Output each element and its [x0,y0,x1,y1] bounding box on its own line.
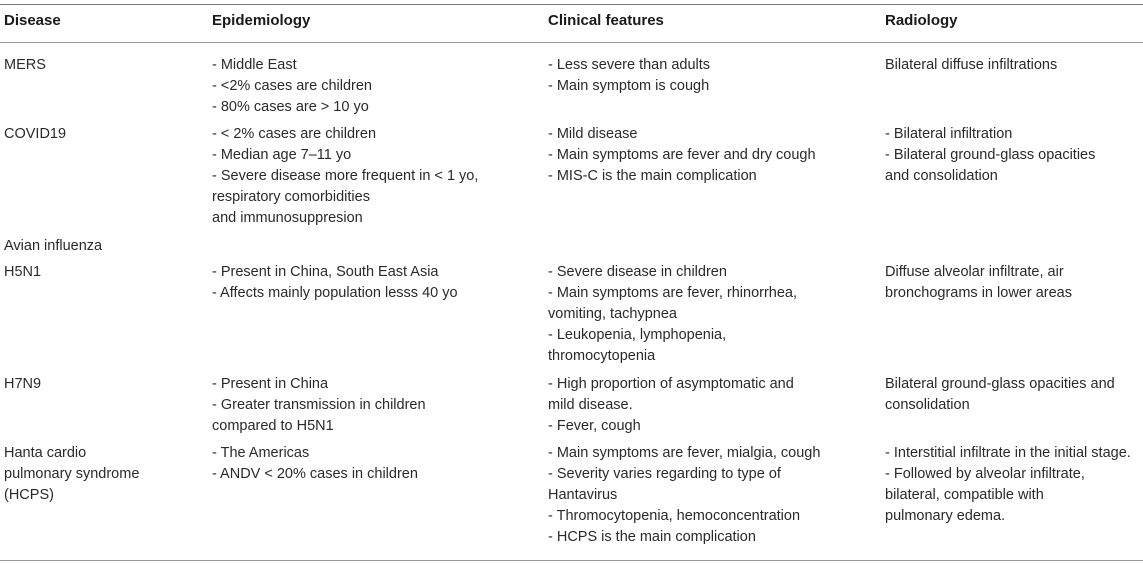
cell-line: thromocytopenia [548,348,656,364]
cell-line: - Less severe than adults [548,57,711,73]
header-rule [0,42,1143,43]
cell-line: COVID19 [4,126,67,142]
cell-epidemiology [212,55,372,118]
cell-line: and immunosuppresion [212,210,363,226]
cell-epidemiology [212,443,418,485]
cell-line: vomiting, tachypnea [548,306,677,322]
cell-line: - Greater transmission in children [212,397,426,413]
cell-line: - Bilateral ground-glass opacities [885,147,1096,163]
cell-line: - Severe disease more frequent in < 1 yo, [212,168,479,184]
cell-line: - Followed by alveolar infiltrate, [885,466,1085,482]
cell-line: - High proportion of asymptomatic and [548,376,794,392]
cell-line: - Middle East [212,57,297,73]
cell-line: - Main symptoms are fever and dry cough [548,147,816,163]
cell-line: - 80% cases are > 10 yo [212,99,369,115]
cell-line: - <2% cases are children [212,78,372,94]
cell-line: H7N9 [4,376,42,392]
cell-clinical [548,374,794,437]
cell-radiology [885,262,1072,304]
cell-line: mild disease. [548,397,633,413]
cell-line: - Leukopenia, lymphopenia, [548,327,727,343]
cell-line: - Affects mainly population lesss 40 yo [212,285,458,301]
cell-line: - Main symptoms are fever, rhinorrhea, [548,285,798,301]
cell-line: Diffuse alveolar infiltrate, air [885,264,1064,280]
cell-line: - Main symptom is cough [548,78,710,94]
cell-line: - Severe disease in children [548,264,727,280]
cell-line: Avian influenza [4,238,103,254]
cell-line: - MIS-C is the main complication [548,168,757,184]
cell-line: MERS [4,57,46,73]
cell-disease [4,124,66,145]
cell-line: - Present in China [212,376,329,392]
cell-line: H5N1 [4,264,42,280]
cell-clinical [548,443,820,548]
cell-clinical [548,55,710,97]
cell-epidemiology [212,374,426,437]
cell-line: (HCPS) [4,487,54,503]
cell-radiology [885,55,1057,76]
cell-radiology [885,374,1115,416]
cell-radiology [885,124,1095,187]
cell-line: - < 2% cases are children [212,126,377,142]
cell-epidemiology [212,262,458,304]
cell-line: pulmonary syndrome [4,466,140,482]
table-header [0,12,1143,34]
cell-line: and consolidation [885,168,998,184]
cell-disease [4,55,46,76]
cell-disease [4,374,41,395]
cell-disease [4,262,41,283]
cell-line: - Fever, cough [548,418,641,434]
cell-line: compared to H5N1 [212,418,334,434]
cell-line: bilateral, compatible with [885,487,1044,503]
bottom-rule [0,560,1143,561]
cell-line: pulmonary edema. [885,508,1006,524]
cell-clinical [548,262,797,367]
cell-line: respiratory comorbidities [212,189,370,205]
cell-line: - Main symptoms are fever, mialgia, cough [548,445,821,461]
cell-line: - Interstitial infiltrate in the initial stage. [885,445,1131,461]
cell-line: - Bilateral infiltration [885,126,1013,142]
cell-line: - Thromocytopenia, hemoconcentration [548,508,801,524]
cell-line: bronchograms in lower areas [885,285,1072,301]
cell-line: - ANDV < 20% cases in children [212,466,418,482]
cell-line: - Mild disease [548,126,638,142]
cell-line: - Median age 7–11 yo [212,147,352,163]
cell-clinical [548,124,816,187]
cell-radiology [885,443,1131,527]
top-rule [0,4,1143,5]
cell-line: Hanta cardio [4,445,87,461]
cell-disease [4,236,102,257]
cell-line: - HCPS is the main complication [548,529,756,545]
cell-line: - The Americas [212,445,310,461]
cell-epidemiology [212,124,478,229]
cell-disease [4,443,139,506]
header-clinical-features: Clinical features [548,12,664,29]
header-radiology: Radiology [885,12,958,29]
header-epidemiology: Epidemiology [212,12,311,29]
cell-line: consolidation [885,397,970,413]
cell-line: - Severity varies regarding to type of [548,466,781,482]
header-disease: Disease [4,12,61,29]
cell-line: - Present in China, South East Asia [212,264,439,280]
cell-line: Bilateral ground-glass opacities and [885,376,1115,392]
cell-line: Bilateral diffuse infiltrations [885,57,1058,73]
cell-line: Hantavirus [548,487,618,503]
